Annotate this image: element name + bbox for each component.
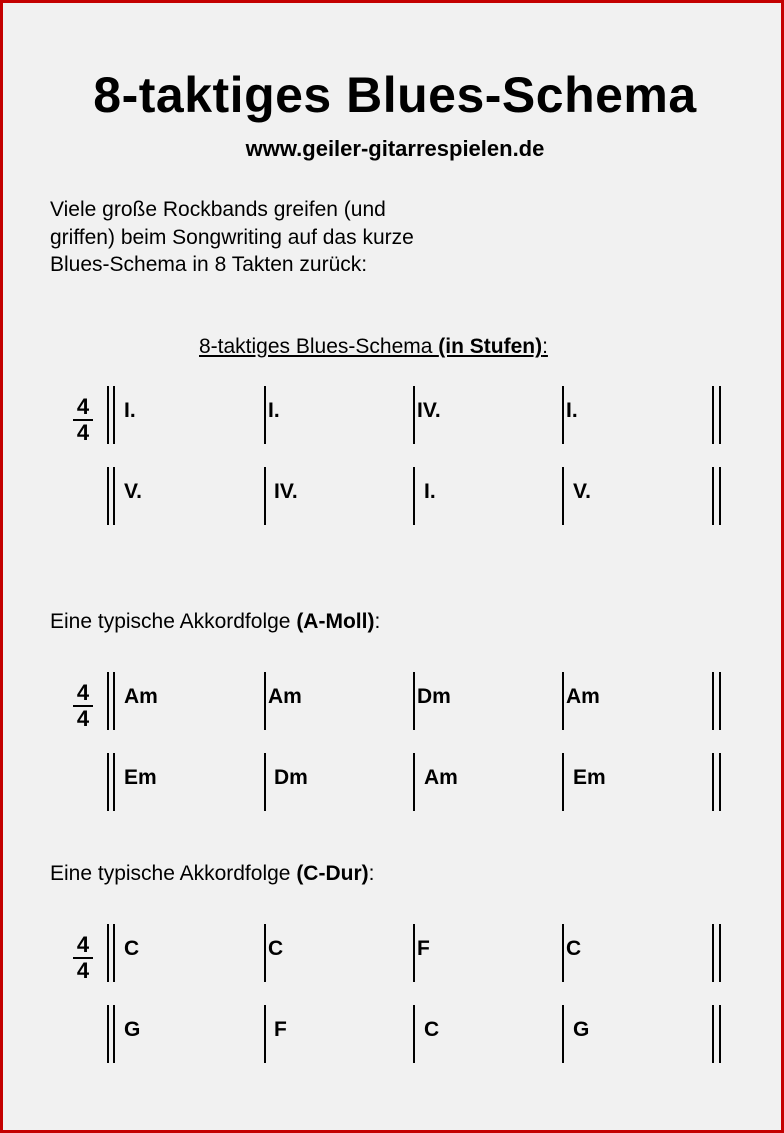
time-signature-denominator: 4 bbox=[76, 706, 90, 731]
time-signature bbox=[73, 396, 93, 444]
website-url[interactable]: www.geiler-gitarrespielen.de bbox=[245, 136, 545, 161]
barline bbox=[562, 386, 564, 444]
opening-double-barline bbox=[113, 386, 115, 444]
section-heading-a-moll bbox=[50, 608, 380, 636]
chord-chart-stufen bbox=[3, 386, 784, 576]
barline bbox=[562, 1005, 564, 1063]
heading-emphasis: (in Stufen) bbox=[438, 335, 543, 358]
closing-double-barline bbox=[712, 467, 714, 525]
closing-double-barline bbox=[712, 924, 714, 982]
chord-symbol: Dm bbox=[274, 766, 308, 789]
closing-double-barline bbox=[719, 924, 721, 982]
heading-emphasis: (C-Dur) bbox=[296, 862, 369, 885]
chord-symbol: Dm bbox=[417, 685, 451, 708]
closing-double-barline bbox=[712, 1005, 714, 1063]
chord-symbol: F bbox=[417, 937, 430, 960]
chord-symbol: F bbox=[274, 1018, 287, 1041]
opening-double-barline bbox=[113, 672, 115, 730]
time-signature-numerator: 4 bbox=[73, 934, 93, 959]
chord-chart-a-moll bbox=[3, 672, 784, 862]
opening-double-barline bbox=[107, 924, 109, 982]
opening-double-barline bbox=[107, 753, 109, 811]
chord-symbol: G bbox=[124, 1018, 141, 1041]
barline bbox=[562, 753, 564, 811]
barline bbox=[264, 386, 266, 444]
intro-line: Blues-Schema in 8 Takten zurück: bbox=[50, 253, 368, 276]
section-heading-stufen bbox=[199, 333, 548, 361]
chord-symbol: Em bbox=[124, 766, 157, 789]
barline bbox=[264, 924, 266, 982]
opening-double-barline bbox=[113, 1005, 115, 1063]
opening-double-barline bbox=[113, 924, 115, 982]
barline bbox=[562, 467, 564, 525]
chord-symbol: I. bbox=[124, 399, 136, 422]
heading-colon: : bbox=[374, 610, 381, 633]
chord-symbol: C bbox=[424, 1018, 440, 1041]
chord-symbol: I. bbox=[268, 399, 280, 422]
barline bbox=[413, 1005, 415, 1063]
closing-double-barline bbox=[719, 1005, 721, 1063]
chord-symbol: IV. bbox=[417, 399, 441, 422]
closing-double-barline bbox=[719, 672, 721, 730]
barline bbox=[413, 753, 415, 811]
opening-double-barline bbox=[113, 753, 115, 811]
chord-symbol: C bbox=[124, 937, 140, 960]
opening-double-barline bbox=[113, 467, 115, 525]
time-signature-numerator: 4 bbox=[73, 396, 93, 421]
chord-symbol: Em bbox=[573, 766, 606, 789]
page-title: 8-taktiges Blues-Schema bbox=[93, 67, 697, 123]
closing-double-barline bbox=[712, 386, 714, 444]
barline bbox=[413, 672, 415, 730]
heading-emphasis: (A-Moll) bbox=[296, 610, 375, 633]
heading-text: Eine typische Akkordfolge bbox=[50, 610, 297, 633]
intro-line: Viele große Rockbands greifen (und bbox=[50, 198, 386, 221]
chord-symbol: IV. bbox=[274, 480, 298, 503]
chord-symbol: Am bbox=[268, 685, 302, 708]
heading-colon: : bbox=[542, 335, 548, 358]
intro-paragraph bbox=[50, 196, 490, 279]
intro-line: griffen) beim Songwriting auf das kurze bbox=[50, 225, 414, 249]
time-signature-numerator: 4 bbox=[73, 682, 93, 707]
heading-colon: : bbox=[368, 862, 375, 885]
closing-double-barline bbox=[719, 467, 721, 525]
barline bbox=[562, 672, 564, 730]
barline bbox=[264, 467, 266, 525]
time-signature bbox=[73, 934, 93, 982]
time-signature bbox=[73, 682, 93, 730]
chord-symbol: V. bbox=[124, 480, 142, 503]
chord-symbol: Am bbox=[566, 685, 600, 708]
chord-symbol: I. bbox=[424, 480, 436, 503]
chord-symbol: C bbox=[268, 937, 284, 960]
time-signature-denominator: 4 bbox=[76, 420, 90, 445]
chord-symbol: Am bbox=[124, 685, 158, 708]
barline bbox=[264, 672, 266, 730]
barline bbox=[413, 386, 415, 444]
heading-text: 8-taktiges Blues-Schema bbox=[199, 335, 439, 358]
chord-symbol: V. bbox=[573, 480, 591, 503]
chord-symbol: I. bbox=[566, 399, 578, 422]
opening-double-barline bbox=[107, 386, 109, 444]
barline bbox=[264, 1005, 266, 1063]
barline bbox=[413, 924, 415, 982]
opening-double-barline bbox=[107, 467, 109, 525]
closing-double-barline bbox=[719, 386, 721, 444]
closing-double-barline bbox=[719, 753, 721, 811]
chord-symbol: C bbox=[566, 937, 582, 960]
chord-symbol: Am bbox=[424, 766, 458, 789]
opening-double-barline bbox=[107, 672, 109, 730]
barline bbox=[562, 924, 564, 982]
chord-symbol: G bbox=[573, 1018, 590, 1041]
closing-double-barline bbox=[712, 753, 714, 811]
barline bbox=[413, 467, 415, 525]
chord-chart-c-dur bbox=[3, 924, 784, 1114]
section-heading-c-dur bbox=[50, 860, 374, 888]
barline bbox=[264, 753, 266, 811]
heading-text: Eine typische Akkordfolge bbox=[50, 862, 297, 885]
time-signature-denominator: 4 bbox=[76, 958, 90, 983]
closing-double-barline bbox=[712, 672, 714, 730]
opening-double-barline bbox=[107, 1005, 109, 1063]
